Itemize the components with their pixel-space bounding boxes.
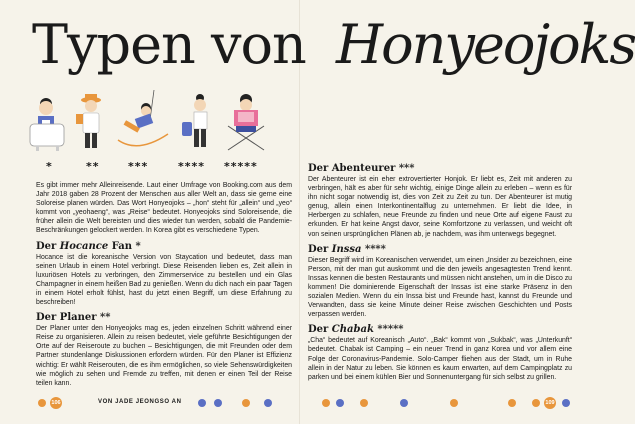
stars-3: *** [128, 160, 149, 173]
inssa-text: Dieser Begriff wird im Koreanischen verwendet, um einen „Insider zu bezeichnen, eine Person, mit der man gut auskommt und die den jeweils angesagtesten Trend kennt. Inssas kennen die besten Restaurants und müssen nicht anstehen, um in die Disco zu kommen! Die dominierende Eigenschaft der Inssas ist eine starke Präsenz in den sozialen Medien. Wenn du ein Inssa bist und Freunde hast, kannst du Freunde und Verwandten, dass sie keine Minute deiner Reise zwischen Geschichten und Posts verpassen werden. [308, 256, 572, 319]
footer-dot [322, 399, 330, 407]
footer-right [300, 397, 580, 409]
bathtub-figure-icon [30, 98, 64, 151]
hocance-text: Hocance ist die koreanische Version von Staycation und bedeutet, dass man seinen Urlaub in einem Hotel verbringt. Diese Reisenden lieben es, Zeit allein in luxuriösen Hotels zu verbringen, den Zimmerservice zu bestellen und ein Glas Champagner in einem heißen Bad zu genießen. Wenn du dich nach ein paar Tagen in einem Hotel erholt fühlst, hast du jetzt einen Begriff, um diese Erfahrung zu beschreiben! [36, 253, 292, 307]
heading-abenteurer: Der Abenteurer *** [308, 163, 415, 174]
footer-dot [400, 399, 408, 407]
footer-dot [562, 399, 570, 407]
chabak-text: „Cha“ bedeutet auf Koreanisch „Auto“. „Bak“ kommt von „Sukbak“, was „Unterkunft“ bedeutet. Chabak ist Camping – ein neuer Trend in ganz Korea und vor allem eine Folge der Coronavirus-Pandemie. Solo-Camper fliehen aus der Stadt, um in Ruhe allein in der Natur zu leben. Sie können es kaum erwarten, auf dem Campingplatz zu parken und bei einem kühlen Bier und Sonnenuntergang für sich selbst zu grillen. [308, 337, 572, 381]
page-number-right: 109 [544, 397, 556, 409]
byline: VON JADE JEONGSO AN [98, 399, 182, 405]
intro-text: Es gibt immer mehr Alleinreisende. Laut einer Umfrage von Booking.com aus dem Jahr 2018 gaben 28 Prozent der Menschen aus aller Welt an, dass sie gerne eine Soloreise planen würden. Das Wort Honyeojoks – „hon“ steht für „allein“ und „yeo“ kommt von „yeohaeng“, was „Reise“ bedeutet. Honyeojoks sind Soloreisende, die früher allein die Welt bereisten und dies wieder tun werden, sobald die Pandemie-Beschränkungen gelockert werden. In Korea gibt es verschiedene Typen. [36, 182, 292, 235]
footer-dot [214, 399, 222, 407]
footer-dot [38, 399, 46, 407]
stars-5: ***** [224, 160, 258, 173]
footer-dot [336, 399, 344, 407]
heading-hocance: Der Hocance Fan * [36, 240, 141, 252]
planner-figure-icon [76, 94, 101, 148]
heading-chabak: Der Chabak ***** [308, 324, 404, 336]
stars-4: **** [178, 160, 206, 173]
footer-dot [532, 399, 540, 407]
footer-dot [264, 399, 272, 407]
footer-left [38, 397, 298, 409]
stars-2: ** [86, 160, 100, 173]
camper-figure-icon [228, 94, 264, 150]
left-column [36, 181, 292, 388]
adventurer-figure-icon [118, 90, 168, 146]
footer-dot [508, 399, 516, 407]
right-column [308, 163, 572, 382]
page-number-left: 106 [50, 397, 62, 409]
footer-dot [242, 399, 250, 407]
title-left: Typen von [32, 13, 306, 76]
traveler-illustrations [28, 90, 288, 154]
inssa-figure-icon [182, 94, 207, 147]
stars-1: * [46, 160, 53, 173]
heading-planer: Der Planer ** [36, 312, 111, 324]
footer-dot [198, 399, 206, 407]
footer-dot [450, 399, 458, 407]
footer-dot [360, 399, 368, 407]
abenteurer-text: Der Abenteurer ist ein eher extrovertierter Honjok. Er liebt es, Zeit mit anderen zu verbringen, hält es aber für sehr wichtig, einige Dinge allein zu erleben – wenn es für ihn nicht sogar notwendig ist, dies von Zeit zu Zeit zu tun. Der Abenteurer ist mutig genug, allein einen Interkontinentalflug zu unternehmen. Er liebt die Idee, in Herbergen zu schlafen, neue Freunde zu finden und neue Orte auf eigene Faust zu erkunden. Er hat keine Angst davor, seine Komfortzone zu verlassen, und weicht oft von seinen ursprünglichen Plänen ab, je nachdem, was ihm unterwegs begegnet. [308, 176, 572, 238]
heading-inssa: Der Inssa **** [308, 243, 386, 255]
title-right: Honyeojoks [336, 13, 635, 76]
planer-text: Der Planer unter den Honyeojoks mag es, jeden einzelnen Schritt während einer Reise zu organisieren. Allein zu reisen bedeutet, viele geführte Besichtigungen der Orte auf der Reiseroute zu buchen – Besichtigungen, die mit Freunden oder dem Partner stundenlange Diskussionen erfordern würden. Für den Planer ist Effizienz wichtig: Er wählt Reiserouten, die es ihm ermöglichen, so viele Sehenswürdigkeiten wie möglich zu sehen und Fremde zu treffen, mit denen er einen Teil der Reise teilen kann. [36, 325, 292, 387]
